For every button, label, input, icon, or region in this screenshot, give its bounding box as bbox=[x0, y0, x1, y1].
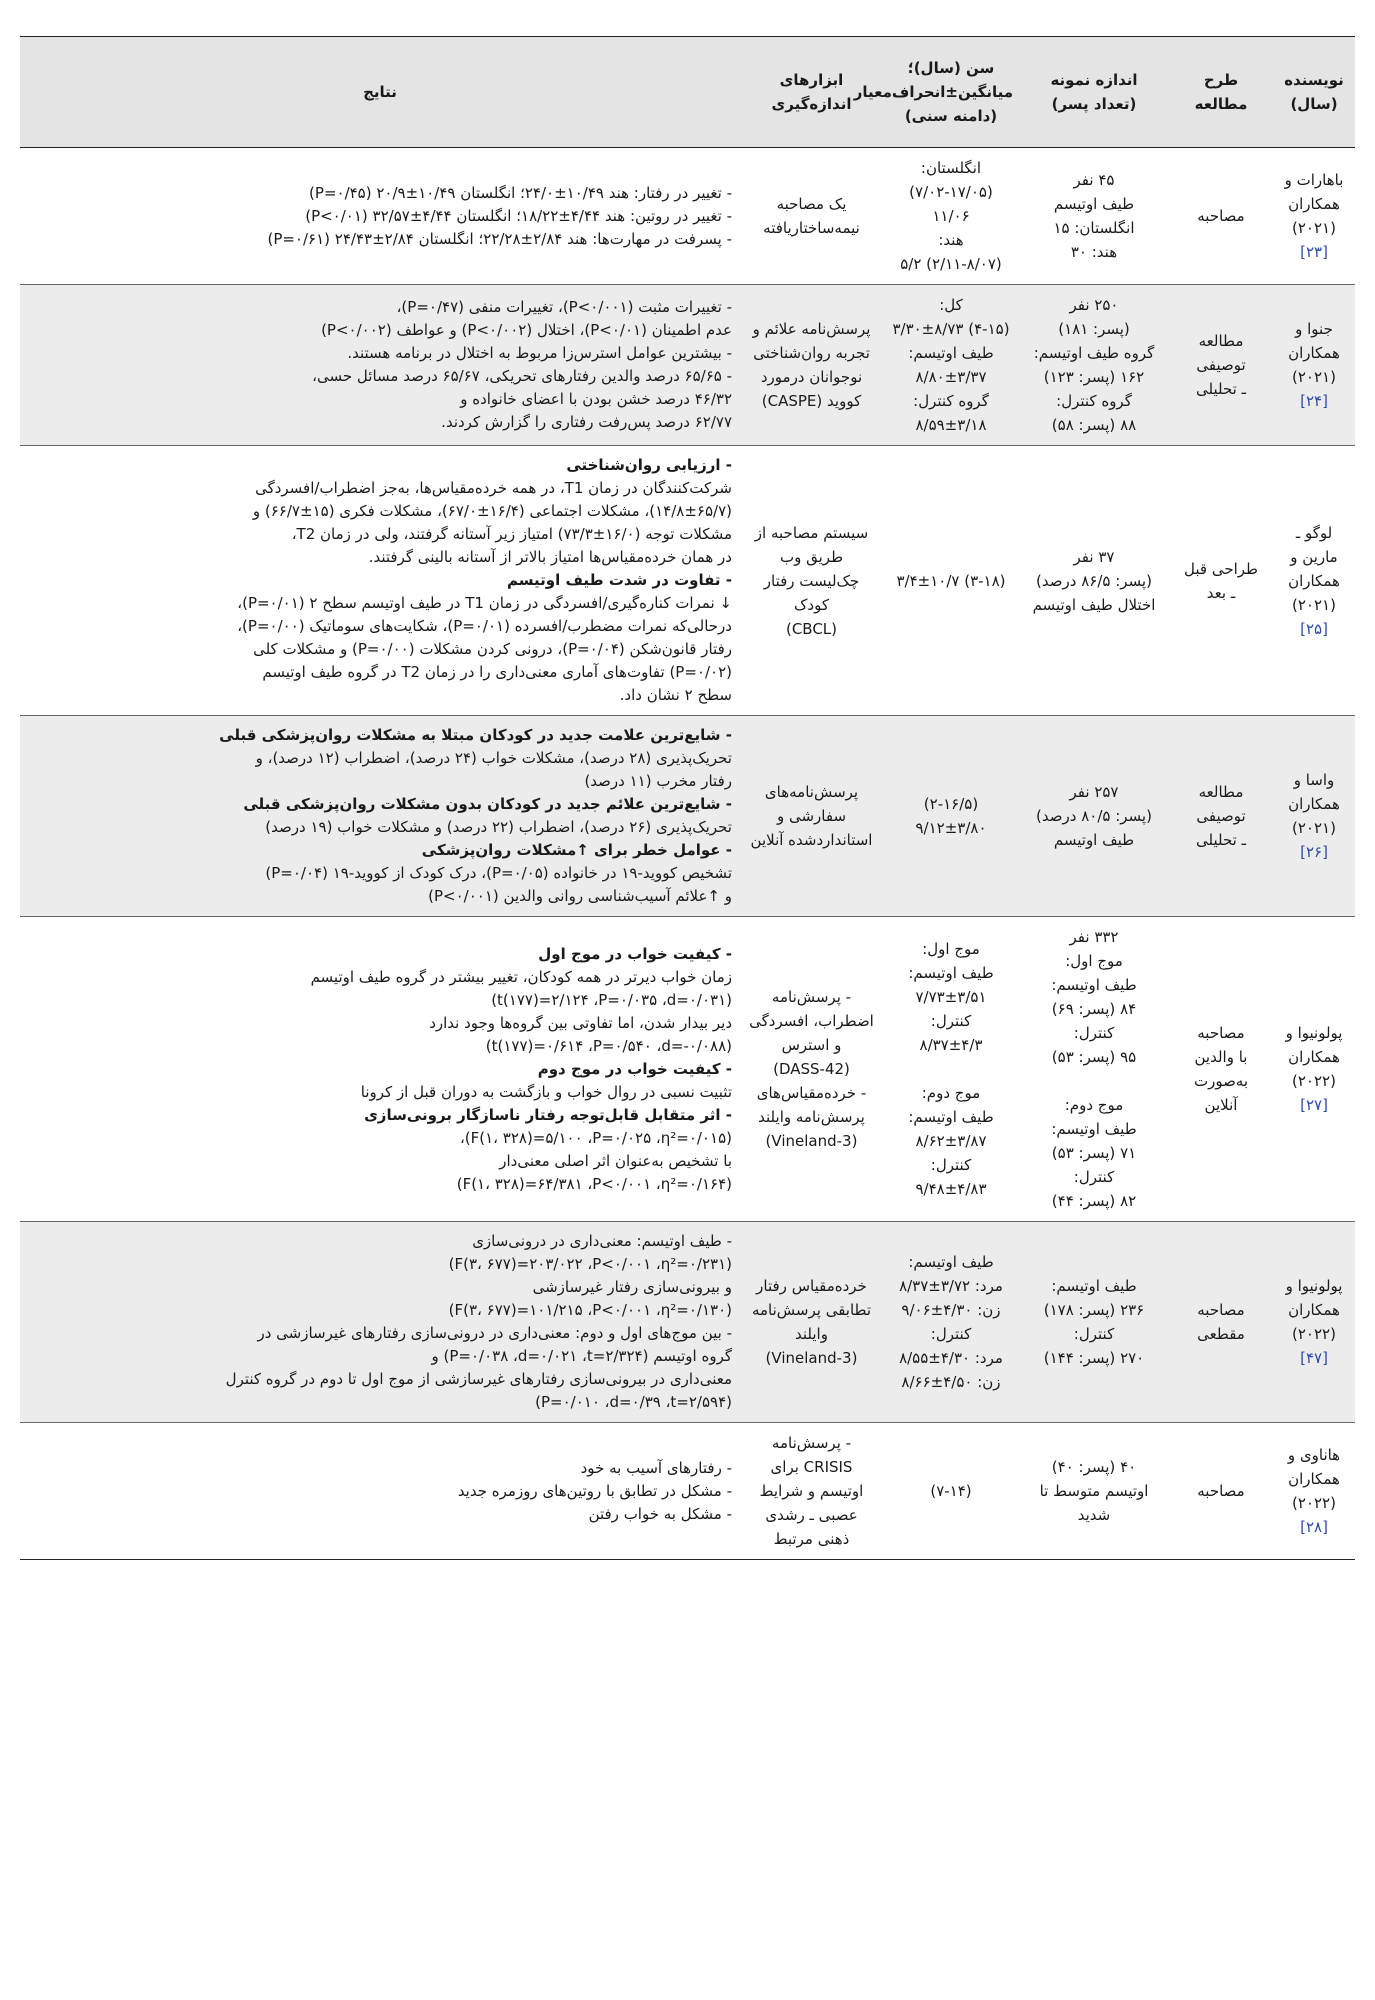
sample-cell-line: طیف اوتیسم bbox=[1053, 195, 1135, 213]
age-cell-line: ۹/۴۸±۴/۸۳ bbox=[915, 1180, 987, 1198]
age-cell-line: هند: bbox=[938, 231, 964, 249]
author-cell-line: همکاران bbox=[1288, 195, 1340, 213]
results-cell-line: ۴۶/۳۲ درصد خشن بودن با اعضای خانواده و bbox=[460, 390, 732, 408]
results-cell-line: - مشکل به خواب رفتن bbox=[588, 1504, 732, 1523]
age-cell-line: کل: bbox=[939, 296, 963, 314]
design-cell-line: مصاحبه bbox=[1197, 207, 1245, 225]
results-cell bbox=[20, 917, 740, 1222]
age-cell bbox=[883, 446, 1019, 716]
citation-link[interactable]: [۲۵] bbox=[1300, 619, 1328, 638]
tools-cell-line: (Vineland-3) bbox=[765, 1132, 858, 1150]
design-cell bbox=[1169, 1423, 1273, 1560]
tools-cell-line: نوجوانان درمورد bbox=[760, 368, 863, 386]
results-cell-line: (F(۱، ۳۲۸)=۵/۱۰۰ ،P=۰/۰۲۵ ،η²=۰/۰۱۵)، bbox=[459, 1128, 732, 1147]
sample-cell-line: طیف اوتیسم: bbox=[1051, 1120, 1137, 1138]
tools-cell-line: تطابقی پرسش‌نامه bbox=[751, 1301, 872, 1319]
author-cell-line: همکاران bbox=[1288, 1301, 1340, 1319]
results-cell bbox=[20, 446, 740, 716]
author-cell bbox=[1273, 446, 1355, 716]
results-cell-line: عدم اطمینان (P<۰/۰۱)، اختلال (P<۰/۰۰۲) و عواطف (P<۰/۰۰۲) bbox=[321, 321, 732, 339]
sample-cell bbox=[1019, 148, 1169, 285]
age-cell-line: مرد: ۴/۳۰±۸/۵۵ bbox=[899, 1349, 1003, 1367]
sample-cell-line: ۲۳۶ (پسر: ۱۷۸) bbox=[1043, 1301, 1145, 1319]
design-cell bbox=[1169, 148, 1273, 285]
table-row bbox=[20, 1423, 1355, 1560]
tools-cell-line: طریق وب bbox=[779, 547, 844, 566]
header-design: طرح مطالعه bbox=[1169, 37, 1273, 148]
age-cell-line: ۸/۳۷±۴/۳ bbox=[919, 1036, 983, 1054]
author-cell bbox=[1273, 1423, 1355, 1560]
citation-link[interactable]: [۲۳] bbox=[1300, 243, 1328, 261]
table-row bbox=[20, 917, 1355, 1222]
tools-cell-line: - پرسش‌نامه bbox=[771, 988, 852, 1006]
citation-link[interactable]: [۴۷] bbox=[1300, 1349, 1328, 1367]
author-cell-line: پولونیوا و bbox=[1285, 1277, 1343, 1295]
sample-cell bbox=[1019, 446, 1169, 716]
author-cell-line: مارین و bbox=[1290, 547, 1338, 566]
results-cell-line: - اثر متقابل قابل‌توجه رفتار ناسازگار برونی‌سازی bbox=[364, 1105, 732, 1124]
age-cell-line: زن: ۴/۵۰±۸/۶۶ bbox=[901, 1373, 1001, 1391]
age-cell bbox=[883, 148, 1019, 285]
results-cell-line: رفتار قانون‌شکن (P=۰/۰۴)، درونی کردن مشکلات (P=۰/۰۰) و مشکلات کلی bbox=[253, 640, 732, 658]
results-cell-line: شرکت‌کنندگان در زمان T1، در همه خرده‌مقیاس‌ها، به‌جز اضطراب/افسردگی bbox=[255, 479, 732, 497]
results-cell-line: - پسرفت در مهارت‌ها: هند ۲/۸۴±۲۲/۲۸؛ انگلستان ۲/۸۴±۲۴/۴۳ (P=۰/۶۱) bbox=[267, 229, 732, 248]
age-cell-line: موج اول: bbox=[922, 940, 980, 958]
author-cell-line: (۲۰۲۱) bbox=[1292, 219, 1336, 237]
sample-cell bbox=[1019, 917, 1169, 1222]
age-cell bbox=[883, 716, 1019, 917]
header-age: سن (سال)؛ میانگین±انحراف‌معیار (دامنه سنی) bbox=[883, 37, 1019, 148]
design-cell bbox=[1169, 1222, 1273, 1423]
studies-table-container bbox=[20, 36, 1355, 1560]
author-cell-line: همکاران bbox=[1288, 1470, 1340, 1488]
age-cell-line: ۸/۵۹±۳/۱۸ bbox=[915, 416, 987, 434]
tools-cell-line: خرده‌مقیاس رفتار bbox=[756, 1277, 867, 1295]
sample-cell-line: انگلستان: ۱۵ bbox=[1053, 219, 1135, 237]
tools-cell-line: عصبی ـ رشدی bbox=[765, 1506, 858, 1524]
sample-cell-line: ۴۵ نفر bbox=[1073, 171, 1115, 189]
table-row bbox=[20, 285, 1355, 446]
sample-cell-line: ۳۳۲ نفر bbox=[1069, 928, 1119, 946]
header-sample: اندازه نمونه (تعداد پسر) bbox=[1019, 37, 1169, 148]
age-cell-line: طیف اوتیسم: bbox=[908, 964, 994, 982]
age-cell-line: ۹/۱۲±۳/۸۰ bbox=[915, 819, 987, 837]
table-row bbox=[20, 446, 1355, 716]
tools-cell-line: اوتیسم و شرایط bbox=[759, 1482, 864, 1500]
results-cell-line: - ۶۵/۶۵ درصد والدین رفتارهای تحریکی، ۶۵/۶۷ درصد مسائل حسی، bbox=[312, 367, 732, 385]
results-cell-line: - مشکل در تطابق با روتین‌های روزمره جدید bbox=[457, 1481, 732, 1500]
sample-cell-line: ۹۵ (پسر: ۵۳) bbox=[1051, 1048, 1137, 1066]
age-cell-line: مرد: ۳/۷۲±۸/۳۷ bbox=[899, 1277, 1003, 1295]
results-cell-line: - کیفیت خواب در موج اول bbox=[538, 944, 732, 963]
tools-cell bbox=[740, 446, 883, 716]
sample-cell bbox=[1019, 1423, 1169, 1560]
table-header bbox=[20, 37, 1355, 148]
header-row bbox=[20, 37, 1355, 148]
tools-cell-line: نیمه‌ساختاریافته bbox=[763, 219, 860, 237]
sample-cell-line: کنترل: bbox=[1073, 1325, 1115, 1343]
sample-cell-line: (پسر: ۸۶/۵ درصد) bbox=[1036, 571, 1152, 590]
sample-cell-line: طیف اوتیسم: bbox=[1051, 976, 1137, 994]
results-cell-line: - ارزیابی روان‌شناختی bbox=[566, 456, 732, 474]
author-cell-line: هاناوی و bbox=[1287, 1446, 1341, 1464]
age-cell-line: موج دوم: bbox=[921, 1084, 981, 1102]
sample-cell-line: کنترل: bbox=[1073, 1168, 1115, 1186]
author-cell-line: (۲۰۲۲) bbox=[1292, 1494, 1336, 1512]
author-cell-line: همکاران bbox=[1288, 795, 1340, 813]
age-cell-line: طیف اوتیسم: bbox=[908, 1108, 994, 1126]
design-cell-line: ـ بعد bbox=[1206, 583, 1236, 602]
header-tools: ابزارهای اندازه‌گیری bbox=[740, 37, 883, 148]
tools-cell bbox=[740, 716, 883, 917]
results-cell-line: معنی‌داری در بیرونی‌سازی رفتارهای غیرسازشی از موج اول تا دوم در گروه کنترل bbox=[225, 1370, 732, 1388]
design-cell-line: آنلاین bbox=[1204, 1096, 1238, 1114]
age-cell-line: زن: ۴/۳۰±۹/۰۶ bbox=[901, 1301, 1001, 1319]
tools-cell-line: یک مصاحبه bbox=[776, 195, 847, 213]
sample-cell-line: شدید bbox=[1077, 1506, 1111, 1524]
age-cell-line: کنترل: bbox=[930, 1012, 972, 1030]
results-cell-line: رفتار مخرب (۱۱ درصد) bbox=[584, 772, 732, 790]
design-cell-line: ـ تحلیلی bbox=[1196, 380, 1246, 398]
design-cell-line: مقطعی bbox=[1197, 1325, 1245, 1343]
results-cell-line: و بیرونی‌سازی رفتار غیرسازشی bbox=[532, 1278, 732, 1296]
tools-cell-line: چک‌لیست رفتار bbox=[763, 571, 860, 590]
author-cell bbox=[1273, 148, 1355, 285]
sample-cell-line: ۳۷ نفر bbox=[1073, 547, 1115, 566]
age-cell-line: طیف اوتیسم: bbox=[908, 344, 994, 362]
studies-table bbox=[20, 36, 1355, 1560]
results-cell bbox=[20, 1423, 740, 1560]
tools-cell-line: (DASS-42) bbox=[773, 1060, 850, 1078]
age-cell bbox=[883, 1222, 1019, 1423]
results-cell-line: (P=۰/۰۱۰ ،d=۰/۳۹ ،t=۲/۵۹۴) bbox=[535, 1393, 732, 1411]
age-cell-line: ۱۱/۰۶ bbox=[932, 207, 970, 225]
sample-cell-line: (پسر: ۸۰/۵ درصد) bbox=[1036, 807, 1152, 825]
tools-cell-line: سفارشی و bbox=[776, 807, 847, 825]
sample-cell-line: کنترل: bbox=[1073, 1024, 1115, 1042]
tools-cell-line: پرسش‌نامه وایلند bbox=[758, 1108, 865, 1126]
results-cell-line: - عوامل خطر برای ↑مشکلات روان‌پزشکی bbox=[421, 841, 732, 859]
results-cell-line: ۶۲/۷۷ درصد پس‌رفت رفتاری را گزارش کردند. bbox=[441, 413, 732, 431]
sample-cell-line: اختلال طیف اوتیسم bbox=[1032, 595, 1156, 614]
header-results: نتایج bbox=[20, 37, 740, 148]
age-cell-line: کنترل: bbox=[930, 1325, 972, 1343]
results-cell-line: زمان خواب دیرتر در همه کودکان، تغییر بیشتر در گروه طیف اوتیسم bbox=[310, 967, 732, 986]
sample-cell-line: اوتیسم متوسط تا bbox=[1039, 1482, 1149, 1500]
results-cell-line: - بین موج‌های اول و دوم: معنی‌داری در درونی‌سازی رفتارهای غیرسازشی در bbox=[257, 1324, 732, 1342]
results-cell-line: تحریک‌پذیری (۲۸ درصد)، مشکلات خواب (۲۴ درصد)، اضطراب (۱۲ درصد)، و bbox=[255, 749, 732, 767]
results-cell-line: و ↑علائم آسیب‌شناسی روانی والدین (P<۰/۰۰۱) bbox=[428, 887, 732, 905]
tools-cell-line: (Vineland-3) bbox=[765, 1349, 858, 1367]
design-cell-line: ـ تحلیلی bbox=[1196, 831, 1246, 849]
results-cell-line: - شایع‌ترین علائم جدید در کودکان بدون مشکلات روان‌پزشکی قبلی bbox=[243, 795, 732, 813]
design-cell bbox=[1169, 446, 1273, 716]
author-cell bbox=[1273, 285, 1355, 446]
sample-cell-line: ۸۴ (پسر: ۶۹) bbox=[1051, 1000, 1137, 1018]
age-cell-line: (۲-۱۶/۵) bbox=[923, 795, 979, 813]
tools-cell-line: پرسش‌نامه‌های bbox=[764, 783, 859, 801]
citation-link[interactable]: [۲۶] bbox=[1300, 843, 1328, 861]
author-cell-line: (۲۰۲۲) bbox=[1292, 1325, 1336, 1343]
tools-cell-line: کووید (CASPE) bbox=[761, 392, 862, 410]
tools-cell-line: CRISIS برای bbox=[770, 1458, 853, 1476]
sample-cell bbox=[1019, 285, 1169, 446]
results-cell-line: (P=۰/۰۲) تفاوت‌های آماری معنی‌داری را در زمان T2 در گروه طیف اوتیسم bbox=[262, 663, 732, 681]
age-cell-line bbox=[891, 1057, 1011, 1081]
author-cell-line: همکاران bbox=[1288, 571, 1340, 590]
author-cell-line: (۲۰۲۱) bbox=[1292, 595, 1336, 614]
age-cell-line: (۷-۱۴) bbox=[930, 1482, 972, 1500]
table-row bbox=[20, 716, 1355, 917]
results-cell-line: درحالی‌که نمرات مضطرب/افسرده (P=۰/۰۱)، شکایت‌های سوماتیک (P=۰/۰۰)، bbox=[237, 617, 732, 635]
sample-cell bbox=[1019, 716, 1169, 917]
results-cell-line: (F(۳، ۶۷۷)=۲۰۳/۰۲۲ ،P<۰/۰۰۱ ،η²=۰/۲۳۱) bbox=[448, 1255, 732, 1273]
sample-cell-line: طیف اوتیسم: bbox=[1051, 1277, 1137, 1295]
age-cell-line: (۳-۱۸) ۳/۴±۱۰/۷ bbox=[896, 571, 1006, 590]
results-cell-line: (F(۱، ۳۲۸)=۶۴/۳۸۱ ،P<۰/۰۰۱ ،η²=۰/۱۶۴) bbox=[456, 1174, 732, 1193]
results-cell-line: - رفتارهای آسیب به خود bbox=[580, 1458, 732, 1477]
design-cell-line: مصاحبه bbox=[1197, 1482, 1245, 1500]
sample-cell-line: موج اول: bbox=[1065, 952, 1123, 970]
design-cell-line: به‌صورت bbox=[1193, 1072, 1249, 1090]
results-cell-line: - تفاوت در شدت طیف اوتیسم bbox=[507, 571, 732, 589]
age-cell-line: (۷/۰۲-۱۷/۰۵) bbox=[909, 183, 993, 201]
tools-cell bbox=[740, 917, 883, 1222]
author-cell bbox=[1273, 1222, 1355, 1423]
design-cell-line: مطالعه توصیفی bbox=[1196, 783, 1246, 825]
age-cell-line: ۷/۷۳±۳/۵۱ bbox=[915, 988, 987, 1006]
results-cell bbox=[20, 285, 740, 446]
results-cell-line: مشکلات توجه (۱۶/۰±۷۳/۳) امتیاز زیر آستانه گرفتند، ولی در زمان T2، bbox=[291, 525, 732, 543]
tools-cell-line: - خرده‌مقیاس‌های bbox=[756, 1084, 867, 1102]
sample-cell-line: ۸۸ (پسر: ۵۸) bbox=[1051, 416, 1137, 434]
design-cell-line: مصاحبه bbox=[1197, 1301, 1245, 1319]
citation-link[interactable]: [۲۸] bbox=[1300, 1518, 1328, 1536]
design-cell-line: مطالعه توصیفی bbox=[1196, 332, 1246, 374]
results-cell bbox=[20, 148, 740, 285]
sample-cell-line: (پسر: ۱۸۱) bbox=[1058, 320, 1130, 338]
results-cell-line: - طیف اوتیسم: معنی‌داری در درونی‌سازی bbox=[472, 1232, 732, 1250]
author-cell-line: لوگو ـ bbox=[1295, 523, 1333, 542]
results-cell-line: در همان خرده‌مقیاس‌ها امتیاز بالاتر از آستانه بالینی گرفتند. bbox=[368, 548, 732, 566]
results-cell bbox=[20, 716, 740, 917]
sample-cell-line bbox=[1027, 1069, 1161, 1093]
age-cell-line: کنترل: bbox=[930, 1156, 972, 1174]
sample-cell-line: هند: ۳۰ bbox=[1070, 243, 1118, 261]
tools-cell bbox=[740, 148, 883, 285]
results-cell bbox=[20, 1222, 740, 1423]
results-cell-line: - تغییر در رفتار: هند ۱۰/۴۹±۲۴/۰؛ انگلستان ۱۰/۴۹±۲۰/۹ (P=۰/۴۵) bbox=[309, 183, 732, 202]
sample-cell-line: ۱۶۲ (پسر: ۱۲۳) bbox=[1043, 368, 1145, 386]
author-cell-line: همکاران bbox=[1288, 344, 1340, 362]
tools-cell-line: اضطراب، افسردگی bbox=[749, 1012, 874, 1030]
sample-cell-line: طیف اوتیسم bbox=[1053, 831, 1135, 849]
tools-cell-line: سیستم مصاحبه از bbox=[754, 523, 869, 542]
sample-cell-line: ۷۱ (پسر: ۵۳) bbox=[1051, 1144, 1137, 1162]
results-cell-line: - تغییر در روتین: هند ۴/۴۴±۱۸/۲۲؛ انگلستان ۴/۴۴±۳۲/۵۷ (P<۰/۰۱) bbox=[305, 206, 732, 225]
results-cell-line: سطح ۲ نشان داد. bbox=[619, 686, 732, 704]
design-cell-line: مصاحبه bbox=[1197, 1024, 1245, 1042]
sample-cell-line: ۸۲ (پسر: ۴۴) bbox=[1051, 1192, 1137, 1210]
age-cell-line: ۸/۶۲±۳/۸۷ bbox=[915, 1132, 987, 1150]
tools-cell bbox=[740, 1222, 883, 1423]
results-cell-line: - تغییرات مثبت (P<۰/۰۰۱)، تغییرات منفی (P=۰/۴۷)، bbox=[396, 298, 732, 316]
sample-cell bbox=[1019, 1222, 1169, 1423]
sample-cell-line: گروه کنترل: bbox=[1056, 392, 1132, 410]
tools-cell-line: وایلند bbox=[795, 1325, 828, 1343]
author-cell-line: جنوا و bbox=[1295, 320, 1333, 338]
tools-cell bbox=[740, 1423, 883, 1560]
results-cell-line: - بیشترین عوامل استرس‌زا مربوط به اختلال در برنامه هستند. bbox=[347, 344, 732, 362]
sample-cell-line: ۴۰ (پسر: ۴۰) bbox=[1051, 1458, 1137, 1476]
author-cell-line: همکاران bbox=[1288, 1048, 1340, 1066]
sample-cell-line: گروه طیف اوتیسم: bbox=[1033, 344, 1155, 362]
age-cell-line: گروه کنترل: bbox=[913, 392, 989, 410]
author-cell-line: (۲۰۲۲) bbox=[1292, 1072, 1336, 1090]
tools-cell-line: پرسش‌نامه علائم و bbox=[752, 320, 871, 338]
author-cell-line: باهارات و bbox=[1284, 171, 1344, 189]
author-cell bbox=[1273, 716, 1355, 917]
tools-cell-line: تجربه روان‌شناختی bbox=[753, 344, 870, 362]
results-cell-line: دیر بیدار شدن، اما تفاوتی بین گروه‌ها وجود ندارد bbox=[429, 1013, 732, 1032]
design-cell-line: با والدین bbox=[1194, 1048, 1248, 1066]
tools-cell-line: کودک bbox=[794, 595, 829, 614]
results-cell-line: (t(۱۷۷)=۲/۱۲۴ ،P=۰/۰۳۵ ،d=۰/۰۳۱) bbox=[491, 990, 732, 1009]
results-cell-line: (F(۳، ۶۷۷)=۱۰۱/۲۱۵ ،P<۰/۰۰۱ ،η²=۰/۱۳۰) bbox=[448, 1301, 732, 1319]
results-cell-line: تثبیت نسبی در روال خواب و بازگشت به دوران قبل از کرونا bbox=[360, 1082, 732, 1101]
tools-cell-line: و استرس bbox=[781, 1036, 842, 1054]
tools-cell-line: (CBCL) bbox=[785, 619, 838, 638]
tools-cell bbox=[740, 285, 883, 446]
citation-link[interactable]: [۲۴] bbox=[1300, 392, 1328, 410]
author-cell bbox=[1273, 917, 1355, 1222]
results-cell-line: ↓ نمرات کناره‌گیری/افسردگی در زمان T1 در طیف اوتیسم سطح ۲ (P=۰/۰۱)، bbox=[237, 594, 732, 612]
citation-link[interactable]: [۲۷] bbox=[1300, 1096, 1328, 1114]
sample-cell-line: ۲۵۷ نفر bbox=[1069, 783, 1119, 801]
results-cell-line: تحریک‌پذیری (۲۶ درصد)، اضطراب (۲۲ درصد) و مشکلات خواب (۱۹ درصد) bbox=[265, 818, 732, 836]
table-body bbox=[20, 148, 1355, 1560]
results-cell-line: (t(۱۷۷)=۰/۶۱۴ ،P=۰/۵۴۰ ،d=-۰/۰۸۸) bbox=[485, 1036, 732, 1055]
design-cell-line: طراحی قبل bbox=[1184, 559, 1258, 578]
age-cell bbox=[883, 285, 1019, 446]
design-cell bbox=[1169, 917, 1273, 1222]
results-cell-line: تشخیص کووید-۱۹ در خانواده (P=۰/۰۵)، درک کودک از کووید-۱۹ (P=۰/۰۴) bbox=[265, 864, 732, 882]
results-cell-line: - شایع‌ترین علامت جدید در کودکان مبتلا به مشکلات روان‌پزشکی قبلی bbox=[219, 726, 732, 744]
age-cell bbox=[883, 917, 1019, 1222]
tools-cell-line: - پرسش‌نامه bbox=[771, 1434, 852, 1452]
age-cell-line: انگلستان: bbox=[920, 159, 982, 177]
table-row bbox=[20, 1222, 1355, 1423]
age-cell-line: (۲/۱۱-۸/۰۷) ۵/۲ bbox=[900, 255, 1002, 273]
author-cell-line: واسا و bbox=[1293, 771, 1335, 789]
tools-cell-line: ذهنی مرتبط bbox=[773, 1530, 850, 1548]
header-author: نویسنده (سال) bbox=[1273, 37, 1355, 148]
author-cell-line: (۲۰۲۱) bbox=[1292, 819, 1336, 837]
sample-cell-line: ۲۵۰ نفر bbox=[1069, 296, 1119, 314]
tools-cell-line: استانداردشده آنلاین bbox=[750, 831, 873, 849]
results-cell-line: (۱۴/۸±۶۵/۷)، مشکلات اجتماعی (۱۶/۴±۶۷/۰)، مشکلات فکری (۱۵±۶۶/۷) و bbox=[252, 502, 732, 520]
author-cell-line: (۲۰۲۱) bbox=[1292, 368, 1336, 386]
author-cell-line: پولونیوا و bbox=[1285, 1024, 1343, 1042]
results-cell-line: گروه اوتیسم (P=۰/۰۳۸ ،d=۰/۰۲۱ ،t=۲/۳۲۴) و bbox=[431, 1347, 732, 1365]
results-cell-line: - کیفیت خواب در موج دوم bbox=[537, 1059, 732, 1078]
table-row bbox=[20, 148, 1355, 285]
age-cell-line: طیف اوتیسم: bbox=[908, 1253, 994, 1271]
design-cell bbox=[1169, 285, 1273, 446]
design-cell bbox=[1169, 716, 1273, 917]
sample-cell-line: ۲۷۰ (پسر: ۱۴۴) bbox=[1043, 1349, 1145, 1367]
age-cell-line: ۸/۸۰±۳/۳۷ bbox=[915, 368, 987, 386]
results-cell-line: با تشخیص به‌عنوان اثر اصلی معنی‌دار bbox=[499, 1151, 732, 1170]
age-cell bbox=[883, 1423, 1019, 1560]
age-cell-line: (۴-۱۵) ۳/۳۰±۸/۷۳ bbox=[892, 320, 1010, 338]
sample-cell-line: موج دوم: bbox=[1064, 1096, 1124, 1114]
